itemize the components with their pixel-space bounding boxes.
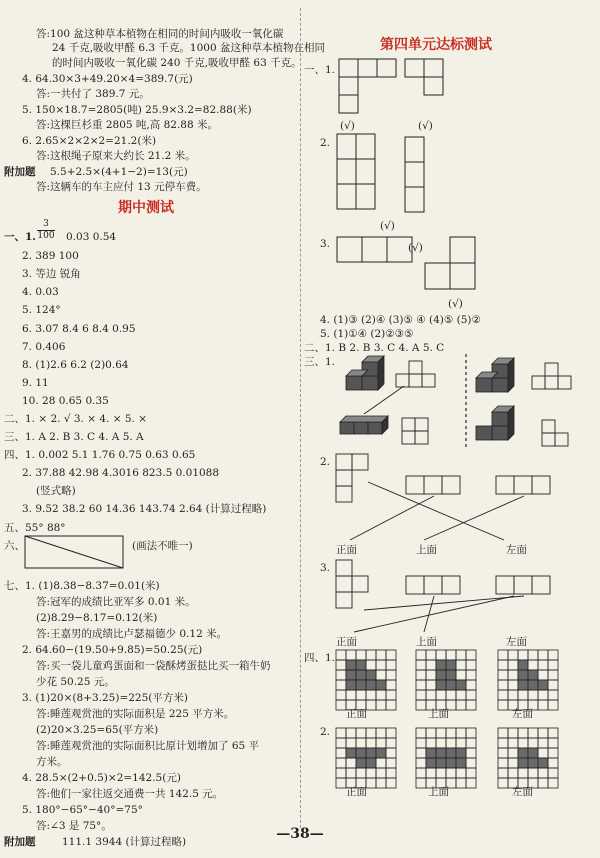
grid-cell	[498, 758, 508, 768]
grid-cell	[436, 650, 446, 660]
grid-cell	[548, 728, 558, 738]
section-number: 六、	[4, 540, 25, 552]
grid-cell-shaded	[446, 758, 456, 768]
right-column	[300, 0, 600, 820]
grid-cell	[508, 758, 518, 768]
grid-cell	[456, 650, 466, 660]
answer-line: 2. 389 100	[22, 250, 79, 262]
unit-test-title: 第四单元达标测试	[380, 37, 492, 53]
grid-cell	[426, 670, 436, 680]
answer-line: 答:100 盆这种草本植物在相同的时间内吸收一氧化碳	[36, 28, 284, 40]
grid-cell	[548, 670, 558, 680]
grid-cell	[456, 738, 466, 748]
grid-cell	[416, 728, 426, 738]
fraction	[37, 220, 55, 241]
grid-cell	[548, 778, 558, 788]
grid-cell	[466, 768, 476, 778]
grid-cell	[466, 700, 476, 710]
answer-line: 4. 64.30×3+49.20×4=389.7(元)	[22, 73, 193, 85]
answer-line: 五、55° 88°	[4, 522, 66, 534]
answer-line: 二、1. × 2. √ 3. × 4. × 5. ×	[4, 413, 148, 425]
grid-cell	[346, 728, 356, 738]
grid-cell	[466, 650, 476, 660]
grid-cell	[518, 728, 528, 738]
grid-cell	[366, 778, 376, 788]
grid-cell	[498, 660, 508, 670]
grid-cell-shaded	[436, 660, 446, 670]
grid-cell-shaded	[356, 670, 366, 680]
answer-line: 24 千克,吸收甲醛 6.3 千克。1000 盆这种草本植物在相同	[52, 42, 325, 54]
answer-line: 答:睡莲观赏池的实际面积是 225 平方米。	[36, 708, 235, 720]
grid-cell	[376, 728, 386, 738]
answer-line: 5. (1)①④ (2)②③⑤	[320, 328, 414, 340]
grid-cell	[456, 660, 466, 670]
grid-cell	[466, 670, 476, 680]
answer-line: 七、1. (1)8.38−8.37=0.01(米)	[4, 580, 160, 592]
left-view-label: 左面	[512, 786, 533, 798]
grid-cell-shaded	[426, 748, 436, 758]
grid-cell	[346, 758, 356, 768]
answer-line: 的时间内吸收一氧化碳 240 千克,吸收甲醛 63 千克。	[52, 57, 302, 69]
grid-figure	[498, 650, 558, 710]
grid-cell-shaded	[436, 758, 446, 768]
grid-cell-shaded	[346, 680, 356, 690]
answer-line: 2. 37.88 42.98 4.3016 823.5 0.01088	[22, 467, 220, 479]
answer-line: 3. 等边 锐角	[22, 268, 81, 280]
grid-cell-shaded	[356, 748, 366, 758]
answer-line: 答:冠军的成绩比亚军多 0.01 米。	[36, 596, 196, 608]
answer-line: 5.5+2.5×(4+1−2)=13(元)	[50, 166, 188, 178]
answer-line: 少花 50.25 元。	[36, 676, 115, 688]
grid-cell	[466, 748, 476, 758]
grid-cell	[548, 768, 558, 778]
grid-cell	[346, 738, 356, 748]
grid-cell	[528, 690, 538, 700]
fraction-numerator: 3	[43, 219, 49, 229]
grid-cell	[508, 768, 518, 778]
grid-cell	[416, 680, 426, 690]
grid-cell	[366, 700, 376, 710]
grid-cell	[498, 670, 508, 680]
grid-figure	[336, 728, 396, 788]
grid-cell-shaded	[376, 748, 386, 758]
grid-cell-shaded	[436, 680, 446, 690]
grid-cell-shaded	[446, 748, 456, 758]
grid-cell	[376, 670, 386, 680]
grid-cell	[538, 690, 548, 700]
grid-cell	[508, 650, 518, 660]
grid-cell	[336, 680, 346, 690]
answer-line: 答:∠3 是 75°。	[36, 820, 112, 832]
grid-cell	[528, 728, 538, 738]
grid-cell	[336, 748, 346, 758]
grid-cell	[416, 738, 426, 748]
grid-cell	[538, 738, 548, 748]
front-view-label: 正面	[346, 708, 367, 720]
grid-cell	[426, 650, 436, 660]
grid-cell	[346, 690, 356, 700]
grid-cell	[466, 728, 476, 738]
grid-cell-shaded	[366, 680, 376, 690]
answer-line: 二、1. B 2. B 3. C 4. A 5. C	[304, 342, 445, 354]
grid-cell	[538, 778, 548, 788]
grid-cell	[356, 728, 366, 738]
grid-cell	[386, 768, 396, 778]
grid-cell	[548, 748, 558, 758]
answer-line: 0.03 0.54	[66, 231, 117, 243]
grid-cell-shaded	[518, 670, 528, 680]
check-mark: (√)	[340, 120, 355, 132]
grid-cell	[528, 660, 538, 670]
grid-cell	[446, 690, 456, 700]
grid-cell	[336, 660, 346, 670]
grid-cell-shaded	[346, 670, 356, 680]
grid-cell	[386, 728, 396, 738]
bonus-label: 附加题	[4, 836, 36, 848]
grid-cell	[538, 670, 548, 680]
front-view-label: 正面	[346, 786, 367, 798]
answer-line: 答:买一袋儿童鸡蛋面和一袋酥烤蛋挞比买一箱牛奶	[36, 660, 271, 672]
grid-cell	[498, 738, 508, 748]
grid-cell-shaded	[366, 758, 376, 768]
grid-cell	[416, 748, 426, 758]
grid-cell-shaded	[356, 680, 366, 690]
grid-cell	[498, 748, 508, 758]
grid-cell	[366, 768, 376, 778]
grid-cell-shaded	[366, 748, 376, 758]
answer-line: 9. 11	[22, 377, 49, 389]
grid-cell-shaded	[436, 670, 446, 680]
grid-cell	[376, 660, 386, 670]
grid-cell	[346, 650, 356, 660]
grid-cell	[376, 738, 386, 748]
grid-cell	[508, 748, 518, 758]
grid-cell	[548, 660, 558, 670]
answer-line: 6. 2.65×2×2×2=21.2(米)	[22, 135, 157, 147]
answer-line: 答:他们一家往返交通费一共 142.5 元。	[36, 788, 224, 800]
question-label: 三、1.	[304, 356, 336, 368]
grid-cell	[356, 690, 366, 700]
grid-cell	[416, 650, 426, 660]
grid-cell-shaded	[538, 680, 548, 690]
top-view-label: 上面	[416, 544, 437, 556]
grid-cell	[548, 680, 558, 690]
grid-cell	[336, 728, 346, 738]
grid-cell	[386, 680, 396, 690]
top-view-label: 上面	[416, 636, 437, 648]
grid-cell-shaded	[346, 660, 356, 670]
grid-cell	[446, 738, 456, 748]
grid-cell	[376, 700, 386, 710]
section-number: 一、1.	[4, 231, 36, 243]
grid-cell	[426, 680, 436, 690]
grid-cell	[538, 728, 548, 738]
answer-line: 方米。	[36, 756, 68, 768]
grid-cell	[456, 768, 466, 778]
check-mark: (√)	[408, 242, 423, 254]
grid-cell	[416, 778, 426, 788]
answer-line: 4. (1)③ (2)④ (3)⑤ ④ (4)⑤ (5)②	[320, 314, 481, 326]
grid-cell	[416, 660, 426, 670]
grid-cell	[498, 690, 508, 700]
grid-cell	[416, 758, 426, 768]
diagonal-rectangle-drawing	[24, 535, 124, 569]
grid-cell	[336, 700, 346, 710]
fraction-denominator: 100	[37, 231, 55, 241]
grid-cell	[508, 670, 518, 680]
grid-cell-shaded	[446, 670, 456, 680]
question-label: 2.	[320, 726, 331, 738]
grid-cell	[336, 778, 346, 788]
answer-line: 答:王嘉男的成绩比卢瑟福德少 0.12 米。	[36, 628, 228, 640]
left-view-label: 左面	[506, 636, 527, 648]
grid-cell	[386, 690, 396, 700]
question-label: 一、1.	[304, 64, 336, 76]
grid-cell	[466, 680, 476, 690]
answer-line: 四、1. 0.002 5.1 1.76 0.75 0.63 0.65	[4, 449, 196, 461]
answer-line: 答:这辆车的车主应付 13 元停车费。	[36, 181, 207, 193]
grid-cell	[356, 738, 366, 748]
question-label: 2.	[320, 456, 331, 468]
grid-cell	[366, 728, 376, 738]
grid-cell-shaded	[528, 758, 538, 768]
bonus-label: 附加题	[4, 166, 36, 178]
grid-cell	[498, 778, 508, 788]
grid-cell	[456, 670, 466, 680]
grid-cell	[376, 768, 386, 778]
grid-figure	[416, 728, 476, 788]
grid-cell	[508, 728, 518, 738]
grid-cell	[436, 728, 446, 738]
grid-cell	[456, 778, 466, 788]
grid-cell	[386, 650, 396, 660]
grid-figure	[416, 650, 476, 710]
answer-line: 3. (1)20×(8+3.25)=225(平方米)	[22, 692, 188, 704]
grid-cell	[376, 690, 386, 700]
grid-cell	[436, 738, 446, 748]
grid-cell	[416, 768, 426, 778]
grid-cell	[466, 690, 476, 700]
midterm-title: 期中测试	[118, 200, 174, 216]
grid-cell	[336, 690, 346, 700]
grid-cell	[518, 738, 528, 748]
front-view-label: 正面	[336, 544, 357, 556]
grid-cell	[346, 768, 356, 778]
grid-cell	[386, 700, 396, 710]
grid-cell	[498, 768, 508, 778]
grid-cell	[498, 728, 508, 738]
grid-cell-shaded	[436, 748, 446, 758]
grid-cell	[386, 758, 396, 768]
grid-cell-shaded	[446, 680, 456, 690]
answer-line: 10. 28 0.65 0.35	[22, 395, 109, 407]
answer-line: (2)8.29−8.17=0.12(米)	[36, 612, 158, 624]
grid-cell	[386, 738, 396, 748]
grid-cell	[416, 700, 426, 710]
grid-cell	[336, 768, 346, 778]
grid-cell	[508, 690, 518, 700]
grid-cell-shaded	[356, 758, 366, 768]
grid-cell	[498, 680, 508, 690]
grid-cell-shaded	[446, 660, 456, 670]
grid-cell	[538, 650, 548, 660]
answer-line: (竖式略)	[36, 485, 76, 497]
page-number: —38—	[276, 826, 324, 842]
grid-cell	[548, 738, 558, 748]
check-mark: (√)	[448, 298, 463, 310]
grid-cell	[508, 738, 518, 748]
grid-cell-shaded	[456, 680, 466, 690]
grid-cell	[426, 728, 436, 738]
grid-cell-shaded	[528, 670, 538, 680]
grid-cell	[446, 768, 456, 778]
grid-cell	[436, 690, 446, 700]
grid-cell	[386, 748, 396, 758]
answer-line: 6. 3.07 8.4 6 8.4 0.95	[22, 323, 136, 335]
grid-cell	[466, 758, 476, 768]
top-view-label: 上面	[428, 708, 449, 720]
grid-cell	[416, 670, 426, 680]
grid-cell	[376, 778, 386, 788]
grid-cell	[426, 768, 436, 778]
check-mark: (√)	[380, 220, 395, 232]
grid-cell-shaded	[356, 660, 366, 670]
grid-cell	[548, 650, 558, 660]
grid-figure	[336, 650, 396, 710]
grid-cell	[456, 700, 466, 710]
grid-cell	[508, 660, 518, 670]
answer-line: 三、1. A 2. B 3. C 4. A 5. A	[4, 431, 144, 443]
grid-cell	[518, 650, 528, 660]
answer-line: 4. 28.5×(2+0.5)×2=142.5(元)	[22, 772, 181, 784]
answer-note: (画法不唯一)	[132, 540, 193, 552]
left-view-label: 左面	[512, 708, 533, 720]
grid-cell	[466, 660, 476, 670]
grid-cell	[548, 758, 558, 768]
front-view-label: 正面	[336, 636, 357, 648]
grid-cell	[456, 690, 466, 700]
grid-cell	[518, 768, 528, 778]
question-label: 3.	[320, 238, 331, 250]
grid-cell	[456, 728, 466, 738]
answer-line: 5. 150×18.7=2805(吨) 25.9×3.2=82.88(米)	[22, 104, 252, 116]
grid-cell	[336, 670, 346, 680]
grid-cell-shaded	[518, 748, 528, 758]
top-view-label: 上面	[428, 786, 449, 798]
grid-cell	[416, 690, 426, 700]
grid-cell	[366, 738, 376, 748]
grid-cell	[518, 690, 528, 700]
grid-cell	[386, 778, 396, 788]
grid-cell	[366, 660, 376, 670]
grid-cell-shaded	[376, 680, 386, 690]
grid-cell	[386, 660, 396, 670]
grid-cell	[538, 748, 548, 758]
grid-cell	[356, 650, 366, 660]
grid-cell-shaded	[518, 680, 528, 690]
grid-cell-shaded	[456, 748, 466, 758]
answer-line: 8. (1)2.6 6.2 (2)0.64	[22, 359, 129, 371]
answer-line: 答:这根绳子原来大约长 21.2 米。	[36, 150, 196, 162]
grid-cell	[366, 650, 376, 660]
grid-cell	[498, 700, 508, 710]
grid-cell	[386, 670, 396, 680]
left-view-label: 左面	[506, 544, 527, 556]
grid-cell	[446, 650, 456, 660]
answer-line: 4. 0.03	[22, 286, 59, 298]
grid-cell	[538, 700, 548, 710]
answer-line: (2)20×3.25=65(平方米)	[36, 724, 159, 736]
grid-cell-shaded	[426, 758, 436, 768]
grid-view-figures	[300, 0, 600, 820]
grid-cell-shaded	[528, 680, 538, 690]
answer-line: 3. 9.52 38.2 60 14.36 143.74 2.64 (计算过程略)	[22, 503, 267, 515]
grid-cell	[426, 690, 436, 700]
question-label: 2.	[320, 137, 331, 149]
question-label: 四、1.	[304, 652, 336, 664]
grid-cell-shaded	[528, 748, 538, 758]
grid-cell	[446, 728, 456, 738]
answer-line: 答:这棵巨杉重 2805 吨,高 82.88 米。	[36, 119, 219, 131]
grid-cell	[528, 738, 538, 748]
check-mark: (√)	[418, 120, 433, 132]
grid-cell	[336, 758, 346, 768]
grid-cell	[466, 738, 476, 748]
grid-cell	[528, 768, 538, 778]
answer-line: 答:一共付了 389.7 元。	[36, 88, 150, 100]
grid-cell-shaded	[518, 758, 528, 768]
grid-figure	[498, 728, 558, 788]
grid-cell	[498, 650, 508, 660]
answer-line: 111.1 3944 (计算过程略)	[62, 836, 187, 848]
grid-cell	[538, 660, 548, 670]
grid-cell-shaded	[366, 670, 376, 680]
grid-cell	[426, 660, 436, 670]
grid-cell-shaded	[346, 748, 356, 758]
grid-cell	[508, 680, 518, 690]
answer-line: 答:睡莲观赏池的实际面积比原计划增加了 65 平	[36, 740, 260, 752]
grid-cell	[436, 768, 446, 778]
grid-cell	[336, 650, 346, 660]
answer-line: 5. 124°	[22, 304, 61, 316]
answer-line: 5. 180°−65°−40°=75°	[22, 804, 143, 816]
grid-cell	[376, 758, 386, 768]
grid-cell	[376, 650, 386, 660]
grid-cell	[548, 700, 558, 710]
answer-line: 2. 64.60−(19.50+9.85)=50.25(元)	[22, 644, 203, 656]
question-label: 3.	[320, 562, 331, 574]
grid-cell	[366, 690, 376, 700]
grid-cell-shaded	[518, 660, 528, 670]
grid-cell	[466, 778, 476, 788]
grid-cell	[426, 738, 436, 748]
grid-cell	[528, 650, 538, 660]
grid-cell	[356, 768, 366, 778]
grid-cell	[538, 768, 548, 778]
grid-cell	[336, 738, 346, 748]
grid-cell-shaded	[538, 758, 548, 768]
grid-cell-shaded	[456, 758, 466, 768]
grid-cell	[548, 690, 558, 700]
answer-line: 7. 0.406	[22, 341, 66, 353]
